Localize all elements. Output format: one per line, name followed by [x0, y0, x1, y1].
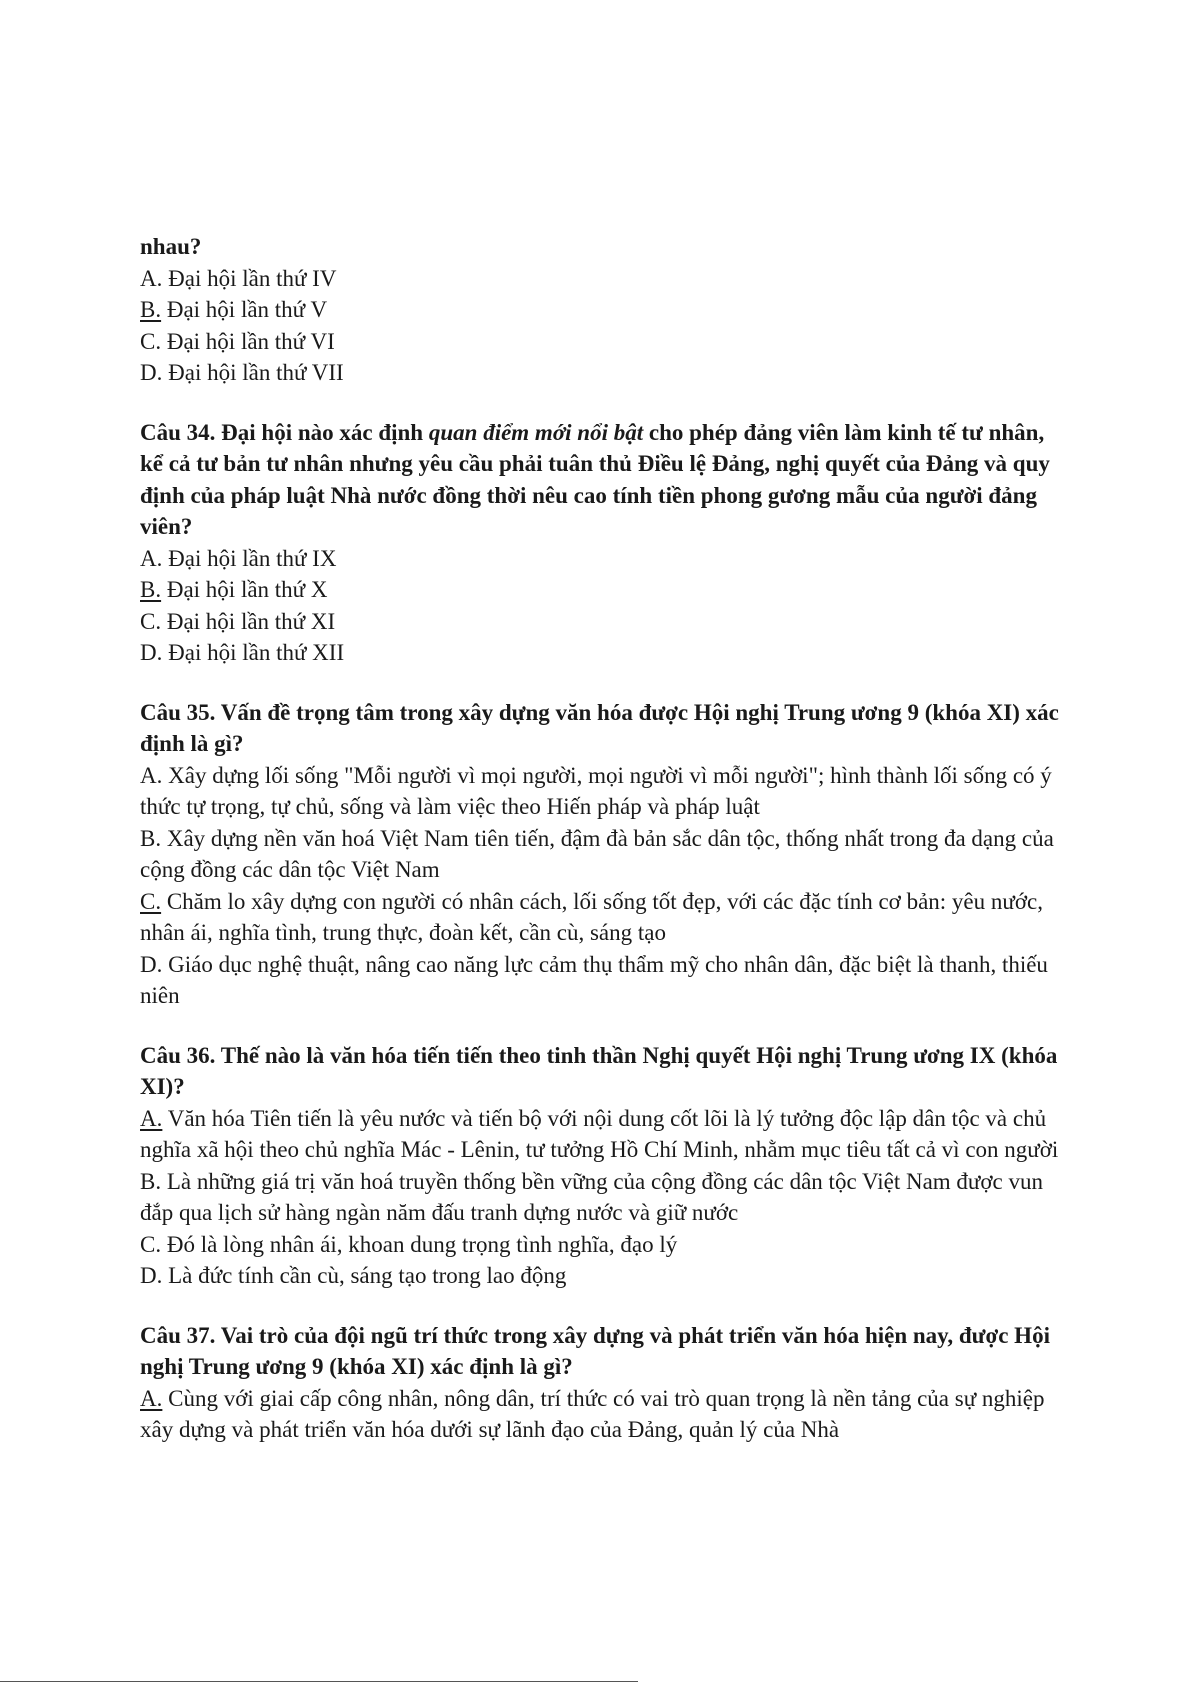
- answer-option: [140, 574, 1060, 606]
- option-letter: C.: [140, 1231, 162, 1257]
- answer-option: [140, 606, 1060, 638]
- question-35-options: [140, 760, 1060, 1012]
- option-text: Xây dựng nền văn hoá Việt Nam tiên tiến, đậm đà bản sắc dân tộc, thống nhất trong đa dạng của cộng đồng các dân tộc Việt Nam: [140, 825, 1054, 882]
- option-letter: B.: [140, 577, 162, 602]
- question-36-block: [140, 1040, 1060, 1292]
- question-35-text: Câu 35. Vấn đề trọng tâm trong xây dựng văn hóa được Hội nghị Trung ương 9 (khóa XI) xác định là gì?: [140, 699, 1059, 756]
- question-37-options: [140, 1383, 1060, 1446]
- option-text: Đại hội lần thứ IV: [162, 265, 337, 291]
- question-36-options: [140, 1103, 1060, 1292]
- answer-option: [140, 1229, 1060, 1261]
- option-text: Đại hội lần thứ VI: [161, 328, 335, 354]
- question-33-tail-block: [140, 231, 1060, 389]
- option-letter: C.: [140, 328, 162, 354]
- option-text: Đại hội lần thứ XII: [162, 640, 345, 665]
- option-text: Đại hội lần thứ VII: [162, 360, 344, 385]
- answer-option: [140, 543, 1060, 575]
- question-37-text: Câu 37. Vai trò của đội ngũ trí thức trong xây dựng và phát triển văn hóa hiện nay, được Hội nghị Trung ương 9 (khóa XI) xác định là gì?: [140, 1322, 1050, 1379]
- answer-option: [140, 1260, 1060, 1292]
- answer-option: [140, 886, 1060, 949]
- question-33-options: [140, 263, 1060, 389]
- option-text: Đại hội lần thứ X: [161, 577, 328, 602]
- answer-option: [140, 637, 1060, 669]
- option-letter: B.: [140, 297, 162, 322]
- answer-option: [140, 263, 1060, 295]
- answer-option: [140, 949, 1060, 1012]
- footer-rule: [0, 1681, 598, 1682]
- option-text: Đó là lòng nhân ái, khoan dung trọng tình nghĩa, đạo lý: [161, 1231, 678, 1257]
- option-text: Đại hội lần thứ XI: [161, 608, 336, 634]
- answer-option: [140, 1383, 1060, 1446]
- option-text: Giáo dục nghệ thuật, nâng cao năng lực cảm thụ thẩm mỹ cho nhân dân, đặc biệt là thanh, thiếu niên: [140, 951, 1048, 1008]
- answer-option: [140, 357, 1060, 389]
- option-letter: A.: [140, 762, 163, 788]
- option-text: Đại hội lần thứ V: [161, 297, 328, 322]
- option-letter: A.: [140, 1385, 163, 1411]
- question-37-block: [140, 1320, 1060, 1446]
- option-letter: D.: [140, 640, 163, 665]
- option-letter: A.: [140, 545, 163, 571]
- option-text: Văn hóa Tiên tiến là yêu nước và tiến bộ với nội dung cốt lõi là lý tưởng độc lập dân tộc và chủ nghĩa xã hội theo chủ nghĩa Mác - Lênin, tư tưởng Hồ Chí Minh, nhằm mục tiêu tất cả vì con người: [140, 1105, 1059, 1162]
- option-letter: D.: [140, 360, 163, 385]
- option-text: Là những giá trị văn hoá truyền thống bền vững của cộng đồng các dân tộc Việt Nam được vun đắp qua lịch sử hàng ngàn năm đấu tranh dựng nước và giữ nước: [140, 1168, 1043, 1225]
- answer-option: [140, 294, 1060, 326]
- question-34-italic: quan điểm mới nổi bật: [428, 419, 644, 445]
- option-letter: C.: [140, 608, 162, 634]
- question-36-text: Câu 36. Thế nào là văn hóa tiến tiến theo tinh thần Nghị quyết Hội nghị Trung ương IX (khóa XI)?: [140, 1042, 1058, 1099]
- answer-option: [140, 1166, 1060, 1229]
- option-text: Là đức tính cần cù, sáng tạo trong lao động: [162, 1263, 567, 1288]
- footer-rule-end: [598, 1681, 638, 1682]
- question-34-text: [140, 417, 1060, 543]
- option-letter: A.: [140, 1105, 163, 1131]
- question-35-block: [140, 697, 1060, 1012]
- option-text: Cùng với giai cấp công nhân, nông dân, trí thức có vai trò quan trọng là nền tảng của sự nghiệp xây dựng và phát triển văn hóa dưới sự lãnh đạo của Đảng, quản lý của Nhà: [140, 1385, 1045, 1442]
- option-text: Đại hội lần thứ IX: [162, 545, 337, 571]
- option-letter: D.: [140, 951, 163, 977]
- question-34-before: Câu 34. Đại hội nào xác định: [140, 419, 429, 445]
- option-letter: B.: [140, 1168, 162, 1194]
- answer-option: [140, 823, 1060, 886]
- document-page: [140, 231, 1060, 1474]
- question-34-after: cho phép đảng viên làm kinh tế tư nhân, kể cả tư bản tư nhân nhưng yêu cầu phải tuân thủ Điều lệ Đảng, nghị quyết của Đảng và quy định của pháp luật Nhà nước đồng thời nêu cao tính tiền phong gương mẫu của người đảng viên?: [140, 419, 1050, 539]
- question-33-tail: nhau?: [140, 234, 202, 259]
- answer-option: [140, 326, 1060, 358]
- question-34-block: [140, 417, 1060, 669]
- answer-option: [140, 760, 1060, 823]
- option-letter: D.: [140, 1263, 163, 1288]
- answer-option: [140, 1103, 1060, 1166]
- option-text: Chăm lo xây dựng con người có nhân cách, lối sống tốt đẹp, với các đặc tính cơ bản: yêu nước, nhân ái, nghĩa tình, trung thực, đoàn kết, cần cù, sáng tạo: [140, 888, 1043, 945]
- question-34-options: [140, 543, 1060, 669]
- option-letter: B.: [140, 825, 162, 851]
- option-text: Xây dựng lối sống "Mỗi người vì mọi người, mọi người vì mỗi người"; hình thành lối sống có ý thức tự trọng, tự chủ, sống và làm việc theo Hiến pháp và pháp luật: [140, 762, 1052, 819]
- option-letter: A.: [140, 265, 163, 291]
- option-letter: C.: [140, 888, 162, 914]
